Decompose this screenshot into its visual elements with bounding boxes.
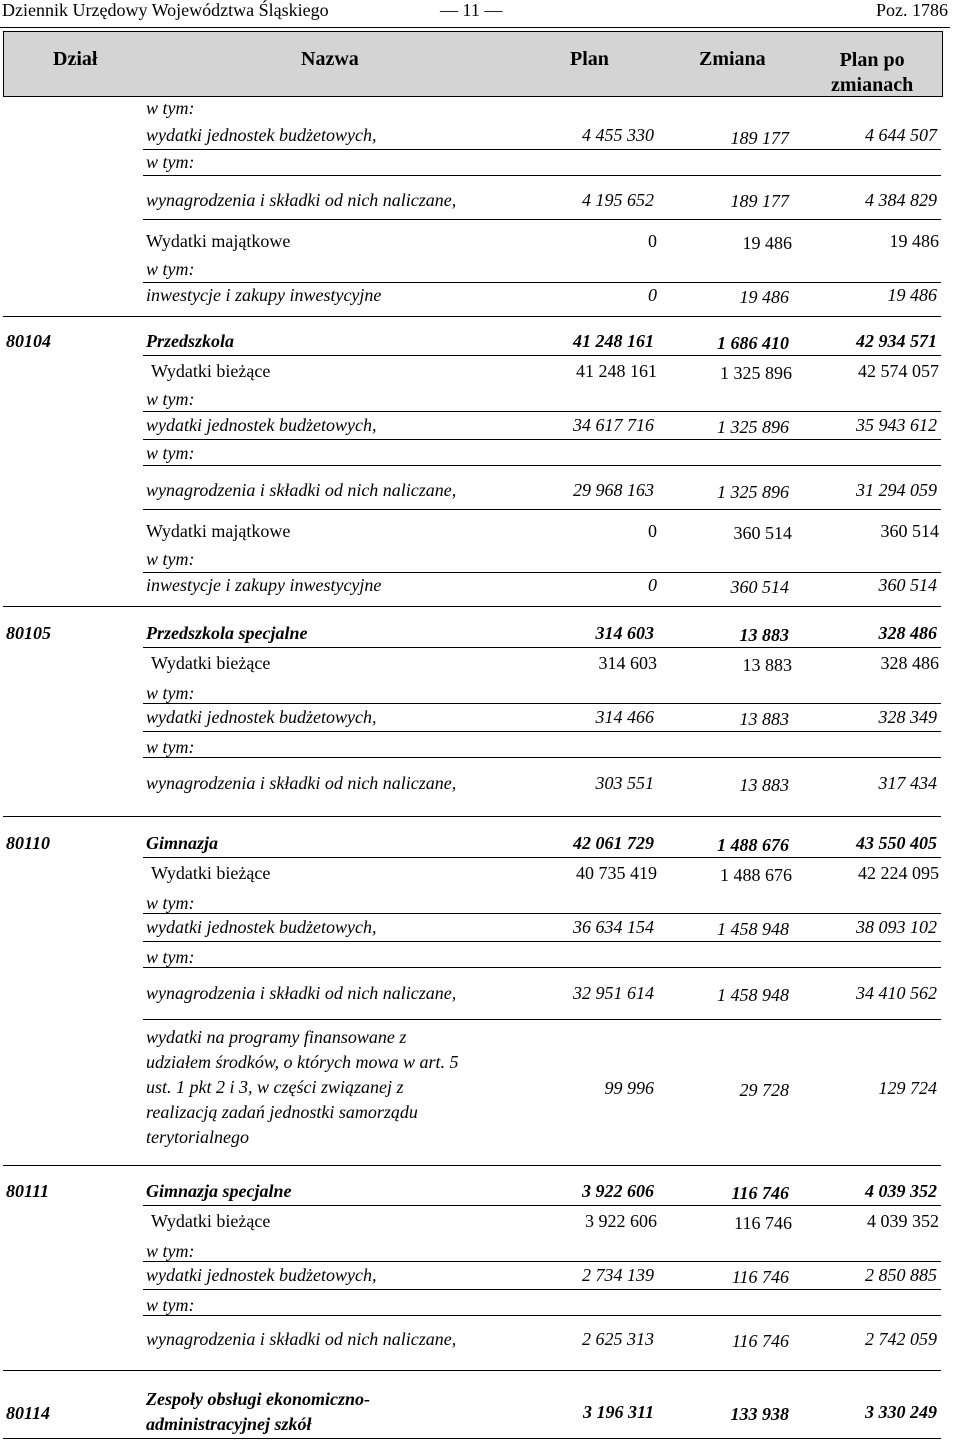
section-divider [3, 316, 941, 317]
zmiana-value: 360 514 [733, 523, 792, 543]
column-header-plan-po-line2: zmianach [831, 74, 914, 96]
plan-po-value: 19 486 [887, 285, 937, 305]
plan-value: 2 625 313 [582, 1329, 654, 1349]
programy-label-line: ust. 1 pkt 2 i 3, w części związanej z [146, 1077, 404, 1097]
w-tym-label: w tym: [146, 737, 195, 757]
w-tym-label: w tym: [146, 389, 195, 409]
plan-po-value: 360 514 [878, 575, 937, 595]
zmiana-value: 116 746 [734, 1213, 792, 1233]
row-label: Wydatki bieżące [151, 863, 271, 883]
plan-value: 3 922 606 [582, 1181, 654, 1201]
row-divider [143, 647, 941, 648]
position-number: Poz. 1786 [876, 0, 948, 20]
row-divider [143, 731, 941, 732]
zmiana-value: 116 746 [731, 1267, 789, 1287]
plan-value: 4 455 330 [582, 125, 654, 145]
programy-label-line: realizacją zadań jednostki samorządu [146, 1102, 418, 1122]
plan-po-value: 328 349 [878, 707, 937, 727]
column-header-nazwa: Nazwa [301, 48, 359, 70]
plan-po-value: 360 514 [880, 521, 939, 541]
column-header-plan: Plan [570, 48, 609, 70]
plan-po-value: 42 224 095 [858, 863, 939, 883]
row-divider [143, 219, 941, 220]
row-label: Wydatki majątkowe [146, 231, 291, 251]
zmiana-value: 116 746 [731, 1183, 789, 1203]
row-label: wydatki jednostek budżetowych, [146, 707, 377, 727]
zmiana-value: 1 458 948 [717, 919, 789, 939]
zmiana-value: 133 938 [730, 1404, 789, 1424]
zmiana-value: 13 883 [739, 625, 789, 645]
row-label: wynagrodzenia i składki od nich naliczane, [146, 983, 457, 1003]
plan-po-value: 34 410 562 [856, 983, 937, 1003]
zmiana-value: 360 514 [730, 577, 789, 597]
section-name-line: administracyjnej szkół [146, 1414, 312, 1434]
page-number: — 11 — [440, 0, 503, 20]
row-label: wydatki jednostek budżetowych, [146, 1265, 377, 1285]
section-divider [3, 1165, 941, 1166]
row-divider [143, 1019, 941, 1020]
zmiana-value: 13 883 [739, 709, 789, 729]
column-header-dzial: Dział [53, 48, 98, 70]
row-divider [143, 509, 941, 510]
plan-value: 0 [648, 575, 657, 595]
w-tym-label: w tym: [146, 947, 195, 967]
w-tym-label: w tym: [146, 98, 195, 118]
zmiana-value: 189 177 [730, 191, 789, 211]
plan-value: 0 [648, 521, 657, 541]
section-name [146, 1387, 526, 1437]
plan-value: 314 603 [595, 623, 654, 643]
w-tym-label: w tym: [146, 443, 195, 463]
row-label: wynagrodzenia i składki od nich naliczane, [146, 480, 457, 500]
row-divider [143, 1315, 941, 1316]
row-divider [143, 572, 941, 573]
row-divider [143, 411, 941, 412]
plan-value: 41 248 161 [573, 331, 654, 351]
row-divider [143, 282, 941, 283]
programy-label [146, 1025, 516, 1150]
section-code: 80104 [6, 331, 51, 351]
row-label: inwestycje i zakupy inwestycyjne [146, 575, 382, 595]
section-code: 80114 [6, 1403, 51, 1423]
row-divider [143, 703, 941, 704]
row-label: Wydatki bieżące [151, 1211, 271, 1231]
row-label: Wydatki bieżące [151, 361, 271, 381]
plan-value: 99 996 [604, 1078, 654, 1098]
column-header-zmiana: Zmiana [699, 48, 766, 70]
zmiana-value: 1 325 896 [717, 417, 789, 437]
plan-po-value: 328 486 [880, 653, 939, 673]
zmiana-value: 1 458 948 [717, 985, 789, 1005]
programy-label-line: wydatki na programy finansowane z [146, 1027, 407, 1047]
row-divider [143, 465, 941, 466]
w-tym-label: w tym: [146, 1295, 195, 1315]
plan-po-value: 3 330 249 [865, 1402, 937, 1422]
section-divider [3, 606, 941, 607]
plan-value: 34 617 716 [573, 415, 654, 435]
plan-value: 42 061 729 [573, 833, 654, 853]
zmiana-value: 19 486 [742, 233, 792, 253]
row-label: wydatki jednostek budżetowych, [146, 917, 377, 937]
plan-po-value: 4 384 829 [865, 190, 937, 210]
header-divider [0, 27, 950, 28]
plan-po-value: 43 550 405 [856, 833, 937, 853]
plan-value: 303 551 [595, 773, 654, 793]
zmiana-value: 1 325 896 [720, 363, 792, 383]
plan-po-value: 2 742 059 [865, 1329, 937, 1349]
row-divider [143, 857, 941, 858]
page-header [0, 0, 960, 30]
row-divider [143, 967, 941, 968]
plan-value: 3 196 311 [582, 1402, 654, 1422]
plan-value: 0 [648, 285, 657, 305]
plan-po-value: 2 850 885 [865, 1265, 937, 1285]
row-label: Wydatki majątkowe [146, 521, 291, 541]
w-tym-label: w tym: [146, 893, 195, 913]
section-divider [3, 816, 941, 817]
section-code: 80105 [6, 623, 51, 643]
zmiana-value: 116 746 [731, 1331, 789, 1351]
w-tym-label: w tym: [146, 683, 195, 703]
plan-po-value: 317 434 [878, 773, 937, 793]
section-name-line: Zespoły obsługi ekonomiczno- [146, 1389, 370, 1409]
w-tym-label: w tym: [146, 1241, 195, 1261]
section-name: Przedszkola [146, 331, 235, 351]
zmiana-value: 13 883 [739, 775, 789, 795]
section-name: Gimnazja [146, 833, 219, 853]
section-name: Gimnazja specjalne [146, 1181, 292, 1201]
plan-po-value: 4 644 507 [865, 125, 937, 145]
programy-label-line: terytorialnego [146, 1127, 249, 1147]
w-tym-label: w tym: [146, 152, 195, 172]
plan-value: 32 951 614 [573, 983, 654, 1003]
column-header-plan-po-zmianach [831, 48, 913, 98]
zmiana-value: 29 728 [739, 1080, 789, 1100]
plan-po-value: 4 039 352 [867, 1211, 939, 1231]
row-divider [143, 149, 941, 150]
row-label: inwestycje i zakupy inwestycyjne [146, 285, 382, 305]
plan-po-value: 19 486 [889, 231, 939, 251]
row-divider [143, 1205, 941, 1206]
row-divider [143, 439, 941, 440]
plan-value: 314 466 [595, 707, 654, 727]
column-header-plan-po-line1: Plan po [839, 49, 905, 71]
plan-po-value: 38 093 102 [856, 917, 937, 937]
zmiana-value: 1 325 896 [717, 482, 789, 502]
row-divider [143, 355, 941, 356]
w-tym-label: w tym: [146, 549, 195, 569]
row-label: wynagrodzenia i składki od nich naliczane, [146, 1329, 457, 1349]
plan-po-value: 328 486 [878, 623, 937, 643]
plan-po-value: 35 943 612 [856, 415, 937, 435]
row-divider [143, 1289, 941, 1290]
plan-value: 0 [648, 231, 657, 251]
plan-po-value: 42 574 057 [858, 361, 939, 381]
section-code: 80110 [6, 833, 51, 853]
table-header [3, 31, 943, 97]
zmiana-value: 1 686 410 [717, 333, 789, 353]
zmiana-value: 1 488 676 [720, 865, 792, 885]
plan-po-value: 4 039 352 [865, 1181, 937, 1201]
row-label: wydatki jednostek budżetowych, [146, 125, 377, 145]
row-divider [143, 941, 941, 942]
plan-value: 2 734 139 [582, 1265, 654, 1285]
row-label: wynagrodzenia i składki od nich naliczane, [146, 773, 457, 793]
row-label: wynagrodzenia i składki od nich naliczane, [146, 190, 457, 210]
section-code: 80111 [6, 1181, 50, 1201]
plan-value: 36 634 154 [573, 917, 654, 937]
section-divider [3, 1438, 941, 1439]
plan-value: 4 195 652 [582, 190, 654, 210]
row-label: Wydatki bieżące [151, 653, 271, 673]
row-divider [143, 1261, 941, 1262]
zmiana-value: 1 488 676 [717, 835, 789, 855]
section-divider [3, 1370, 941, 1371]
row-label: wydatki jednostek budżetowych, [146, 415, 377, 435]
zmiana-value: 189 177 [730, 128, 789, 148]
zmiana-value: 13 883 [742, 655, 792, 675]
plan-value: 314 603 [598, 653, 657, 673]
w-tym-label: w tym: [146, 259, 195, 279]
journal-title: Dziennik Urzędowy Województwa Śląskiego [2, 0, 329, 20]
row-divider [143, 757, 941, 758]
plan-po-value: 31 294 059 [856, 480, 937, 500]
row-divider [143, 913, 941, 914]
row-divider [143, 175, 941, 176]
zmiana-value: 19 486 [739, 287, 789, 307]
plan-value: 41 248 161 [576, 361, 657, 381]
plan-po-value: 42 934 571 [856, 331, 937, 351]
plan-po-value: 129 724 [878, 1078, 937, 1098]
plan-value: 40 735 419 [576, 863, 657, 883]
plan-value: 3 922 606 [585, 1211, 657, 1231]
plan-value: 29 968 163 [573, 480, 654, 500]
programy-label-line: udziałem środków, o których mowa w art. 5 [146, 1052, 459, 1072]
section-name: Przedszkola specjalne [146, 623, 308, 643]
